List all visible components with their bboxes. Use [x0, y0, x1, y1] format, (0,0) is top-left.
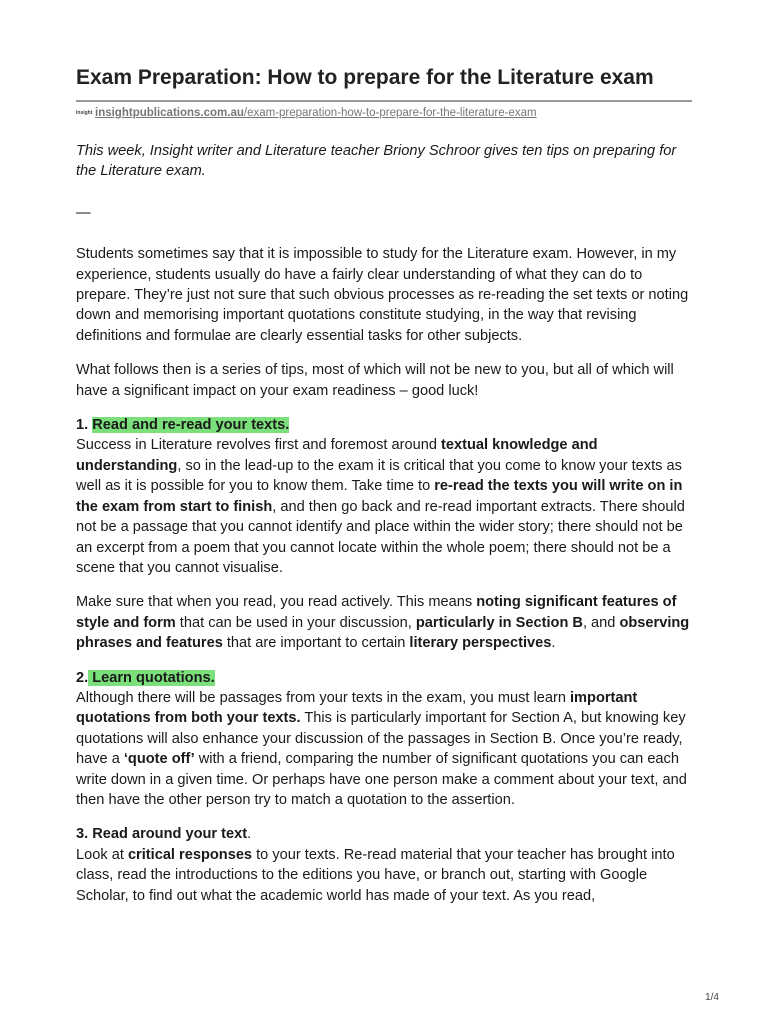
tip-2-text: Although there will be passages from your texts in the exam, you must learn [76, 689, 570, 706]
source-line [76, 107, 692, 119]
tip-3-heading [76, 824, 692, 844]
tip-3-title-tail: . [247, 826, 252, 843]
tip-2-title: Learn quotations. [88, 669, 215, 686]
title-divider [76, 100, 692, 102]
intro-paragraph: This week, Insight writer and Literature teacher Briony Schroor gives ten tips on preparing for the Literature exam. [76, 143, 677, 180]
tip-1-text: Success in Literature revolves first and foremost around [76, 437, 442, 454]
tip-1-title: Read and re-read your texts. [92, 417, 290, 434]
tip-1-number: 1. [76, 417, 93, 434]
tip-1-bold: noting significant features of style and form [76, 594, 677, 631]
separator-dash: — [76, 204, 91, 221]
tip-1-bold: observing phrases and features [76, 614, 690, 652]
logo-text: insight [76, 109, 93, 116]
tip-3-text: Look at [76, 846, 128, 863]
tip-2-bold: ‘quote off’ [123, 751, 195, 768]
tip-1-body [76, 435, 692, 578]
tip-2-number: 2. [76, 669, 89, 686]
tip-1-text: that are important to certain [222, 635, 410, 652]
tip-3-body [76, 845, 692, 906]
tip-1-text: that can be used in your discussion, [175, 614, 416, 631]
source-domain[interactable]: insightpublications.com.au [95, 107, 244, 119]
tip-1-text: , and [582, 614, 620, 631]
tip-1-bold: literary perspectives [409, 635, 552, 652]
tip-1-text: Make sure that when you read, you read actively. This means [76, 594, 477, 611]
tip-1-text: , so in the lead-up to the exam it is critical that you come to know your texts as well as it is possible for you to know them. Take time to [76, 457, 682, 495]
tip-1-body-2 [76, 592, 692, 653]
insight-logo-icon [76, 109, 93, 117]
tip-2-text: with a friend, comparing the number of significant quotations you can each write down in a given time. Or perhaps have one person make a comment about your text, and then have the other person try to match a quotation to the assertion. [76, 751, 687, 808]
page-title: Exam Preparation: How to prepare for the Literature exam [76, 66, 654, 89]
tip-1-bold: re-read the texts you will write on in the exam from start to finish [76, 478, 683, 515]
tip-2-text: This is particularly important for Section A, but knowing key quotations will also enhance your discussion of the passages in Section B. Once you’re ready, have a [76, 710, 686, 768]
tip-3-text: to your texts. Re-read material that your teacher has brought into class, read the introductions to the editions you have, or branch out, starting with Google Scholar, to find out what the academic world has made of your text. As you read, [76, 846, 675, 904]
body-paragraph-1: Students sometimes say that it is impossible to study for the Literature exam. However, in my experience, students usually do have a fairly clear understanding of what they can do to prepare. They’re just not sure that such obvious processes as re-reading the set texts or noting down and memorising important quotations constitute studying, in the way that revising definitions and formulae are clearly essential tasks for other subjects. [76, 246, 689, 344]
tip-1-bold: particularly in Section B [415, 614, 583, 631]
source-path[interactable]: /exam-preparation-how-to-prepare-for-the-literature-exam [243, 107, 537, 119]
tip-1-heading [76, 415, 692, 435]
body-paragraph-2: What follows then is a series of tips, most of which will not be new to you, but all of which will have a significant impact on your exam readiness – good luck! [76, 362, 674, 399]
source-link[interactable] [95, 107, 537, 119]
tip-2-heading [76, 668, 692, 688]
tip-2-body [76, 688, 692, 810]
page-indicator: 1/4 [705, 992, 719, 1003]
tip-2-bold: important quotations from both your texts. [76, 689, 638, 727]
document-page [76, 64, 692, 906]
tip-3-title: 3. Read around your text [76, 826, 248, 843]
tip-1-bold: textual knowledge and understanding [76, 437, 598, 474]
tip-1-text: , and then go back and re-read important extracts. There should not be a passage that you cannot identify and place within the wider story; there should not be an excerpt from a poem that you cannot locate within the whole poem; there should not be a scene that you cannot visualise. [76, 498, 685, 576]
tip-1-text: . [551, 635, 556, 652]
tip-3-bold: critical responses [127, 846, 253, 863]
